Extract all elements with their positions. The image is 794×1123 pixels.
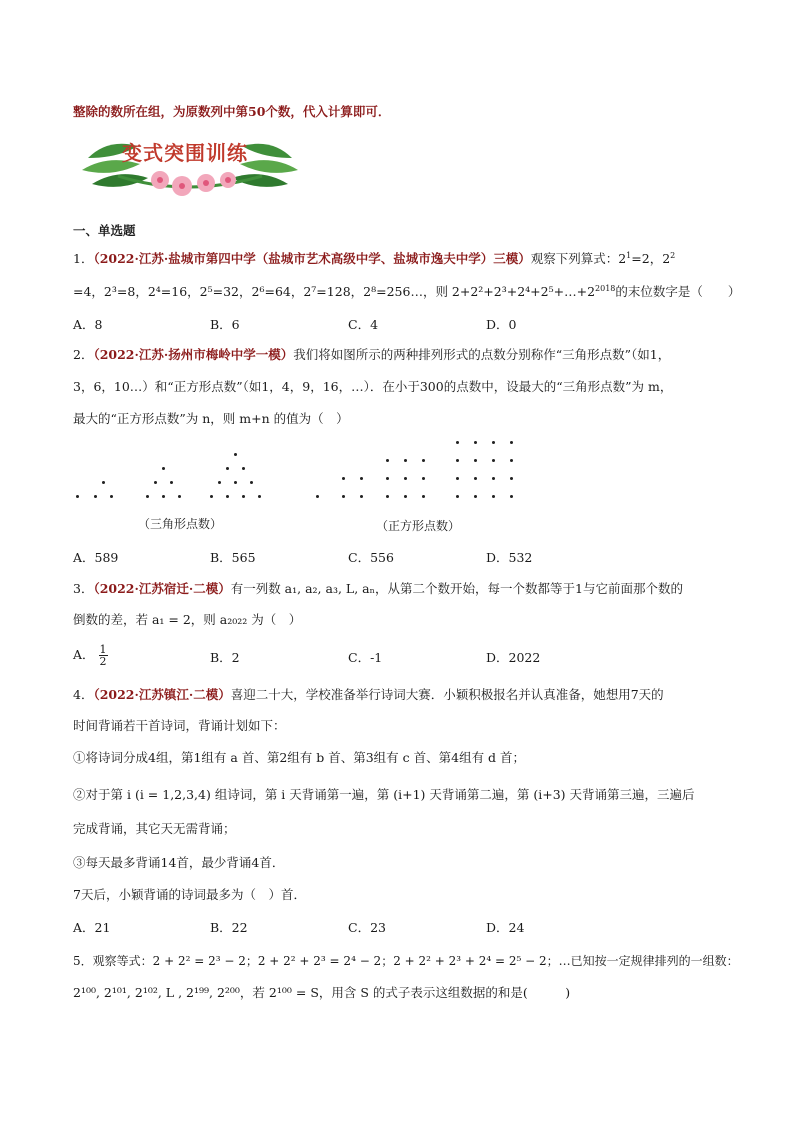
q1-option-a[interactable]: A．8 — [73, 317, 103, 332]
q2-source: （2022·江苏·扬州市梅岭中学一模） — [93, 347, 294, 362]
q4-source: （2022·江苏镇江·二模） — [93, 687, 231, 702]
q4-marker-1: ① — [73, 750, 86, 765]
q4-marker-3: ③ — [73, 855, 86, 870]
q1-line1: 1．（2022·江苏·盐城市第四中学（盐城市艺术高级中学、盐城市逸夫中学）三模）观察下列算式：$2^1=2$，$2^2$ — [73, 251, 676, 266]
q4-item2 — [73, 786, 695, 804]
q2-line2: 3，6，10…）和“正方形点数”（如1，4，9，16，…）．在小于300的点数中，设最大的“三角形点数”为 m， — [73, 379, 673, 394]
q5-line2: 2¹⁰⁰, 2¹⁰¹, 2¹⁰², L , 2¹⁹⁹, 2²⁰⁰，若 2¹⁰⁰ = S，用含 S 的式子表示这组数据的和是( ) — [73, 985, 571, 1000]
q4-option-b[interactable]: B．22 — [210, 920, 248, 935]
q3-line2: 倒数的差，若 a₁ = 2，则 a₂₀₂₂ 为（ ） — [73, 612, 302, 627]
q3-option-b[interactable]: B．2 — [210, 650, 240, 665]
q2-line3: 最大的“正方形点数”为 n，则 m+n 的值为（ ） — [73, 411, 349, 426]
q3-source: （2022·江苏宿迁·二模） — [93, 581, 231, 596]
q1-option-b[interactable]: B．6 — [210, 317, 240, 332]
fraction-denominator: 2 — [99, 655, 107, 668]
fraction-numerator: 1 — [99, 643, 107, 656]
q4-item3-text: 每天最多背诵14首，最少背诵4首． — [85, 855, 285, 870]
q4-item1 — [73, 749, 525, 767]
q4-option-d[interactable]: D．24 — [486, 920, 525, 935]
caption-triangle: （三角形点数） — [138, 517, 223, 531]
q3-line1-text: 有一列数 a₁, a₂, a₃, L, aₙ，从第二个数开始，每一个数都等于1与它前面那个数的 — [230, 581, 683, 596]
q1-option-d[interactable]: D．0 — [486, 317, 517, 332]
q2-option-c[interactable]: C．556 — [348, 550, 394, 565]
intro-line: 整除的数所在组，为原数列中第50个数，代入计算即可． — [73, 104, 391, 119]
q3-option-a-fraction — [99, 644, 108, 667]
q1-exp: 2018 — [595, 284, 616, 293]
q3-number: 3． — [73, 581, 94, 596]
q2-line1 — [73, 346, 670, 364]
q4-item2-text: 对于第 i (i = 1,2,3,4) 组诗词，第 i 天背诵第一遍，第 (i+1) 天背诵第二遍，第 (i+3) 天背诵第三遍，三遍后 — [85, 787, 695, 802]
triangle-dots-figure — [70, 440, 270, 510]
q3-option-c[interactable]: C．-1 — [348, 650, 383, 665]
q4-option-c[interactable]: C．23 — [348, 920, 386, 935]
q5-line1-text: 观察等式：2 + 2² = 2³ − 2；2 + 2² + 2³ = 2⁴ − 2；2 + 2² + 2³ + 2⁴ = 2⁵ − 2；…已知按一定规律排列的一组数： — [92, 954, 739, 968]
q1-option-c[interactable]: C．4 — [348, 317, 379, 332]
q4-item3 — [73, 854, 284, 872]
section-title: 一、单选题 — [73, 223, 136, 238]
q4-item1-text: 将诗词分成4组，第1组有 a 首、第2组有 b 首、第3组有 c 首、第4组有 d 首； — [85, 750, 526, 765]
q1-source: （2022·江苏·盐城市第四中学（盐城市艺术高级中学、盐城市逸夫中学）三模） — [93, 251, 531, 266]
q4-line2: 时间背诵若干首诗词，背诵计划如下： — [73, 718, 286, 733]
q4-line-end: 7天后，小颖背诵的诗词最多为（ ）首． — [73, 887, 306, 902]
q4-marker-2: ② — [73, 787, 86, 802]
q3-line1 — [73, 580, 683, 598]
q4-number: 4． — [73, 687, 94, 702]
q4-option-a[interactable]: A．21 — [73, 920, 111, 935]
q1-line2 — [73, 283, 740, 301]
caption-square: （正方形点数） — [376, 519, 461, 533]
q1-text-a: 观察下列算式：2 — [530, 251, 627, 266]
q1-number: 1． — [73, 251, 94, 266]
q2-line1-text: 我们将如图所示的两种排列形式的点数分别称作“三角形点数”（如1， — [293, 347, 671, 362]
q5-line1 — [73, 952, 739, 970]
banner-title: 变式突围训练 — [122, 141, 248, 165]
q4-item2b: 完成背诵，其它天无需背诵； — [73, 821, 236, 836]
q3-option-a[interactable] — [73, 644, 108, 667]
q3-option-d[interactable]: D．2022 — [486, 650, 541, 665]
q2-option-d[interactable]: D．532 — [486, 550, 533, 565]
q2-number: 2． — [73, 347, 94, 362]
q2-option-a[interactable]: A．589 — [73, 550, 119, 565]
q5-number: 5． — [73, 954, 93, 968]
q4-line1-text: 喜迎二十大，学校准备举行诗词大赛．小颖积极报名并认真准备，她想用7天的 — [230, 687, 664, 702]
q2-option-b[interactable]: B．565 — [210, 550, 256, 565]
q3-option-a-label: A． — [73, 647, 95, 662]
q4-line1 — [73, 686, 664, 704]
square-dots-figure — [310, 440, 530, 510]
q1-tail: 的末位数字是（ ） — [615, 284, 741, 299]
q1-line2-text: =4，2³=8，2⁴=16，2⁵=32，2⁶=64，2⁷=128，2⁸=256…，则 2+2²+2³+2⁴+2⁵+…+2 — [73, 284, 596, 299]
